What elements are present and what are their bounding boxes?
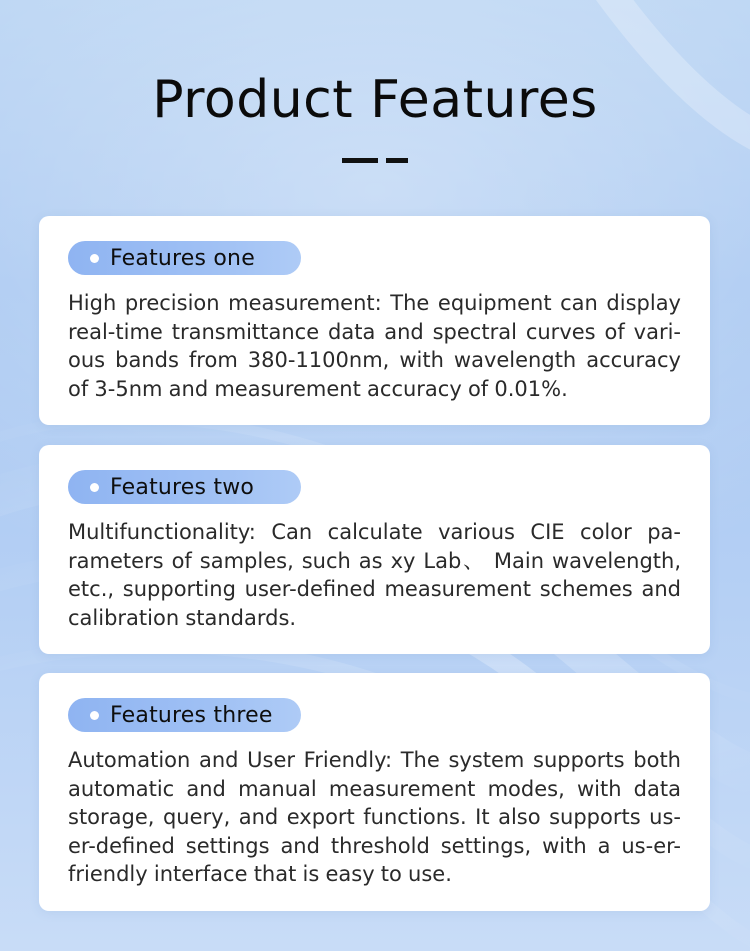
feature-card-one	[39, 216, 710, 425]
feature-badge	[68, 698, 301, 732]
bullet-dot-icon	[90, 711, 99, 720]
feature-badge	[68, 241, 301, 275]
underline-short-segment	[386, 158, 408, 163]
feature-badge-label: Features two	[110, 474, 255, 500]
feature-card-three	[39, 673, 710, 911]
feature-description: Automation and User Friendly: The system supports both automatic and manual measurement modes, with data storage, query, and export functions. It also supports us-er-defined settings and threshold settings, with a us-er-friendly interface that is easy to use.	[68, 748, 681, 886]
feature-badge-label: Features three	[110, 702, 273, 728]
page-title: Product Features	[152, 70, 598, 130]
title-underline	[342, 158, 408, 163]
feature-badge	[68, 470, 301, 504]
feature-card-two	[39, 445, 710, 654]
feature-description: High precision measurement: The equipment can display real-time transmittance data and spectral curves of vari-ous bands from 380-1100nm, with wavelength accuracy of 3-5nm and measurement accuracy of 0.01%.	[68, 291, 681, 401]
feature-description: Multifunctionality: Can calculate various CIE color pa-rameters of samples, such as xy Lab、 Main wavelength, etc., supporting user-defined measurement schemes and calibration standards.	[68, 520, 681, 630]
bullet-dot-icon	[90, 254, 99, 263]
bullet-dot-icon	[90, 483, 99, 492]
feature-badge-label: Features one	[110, 245, 255, 271]
underline-long-segment	[342, 158, 378, 163]
